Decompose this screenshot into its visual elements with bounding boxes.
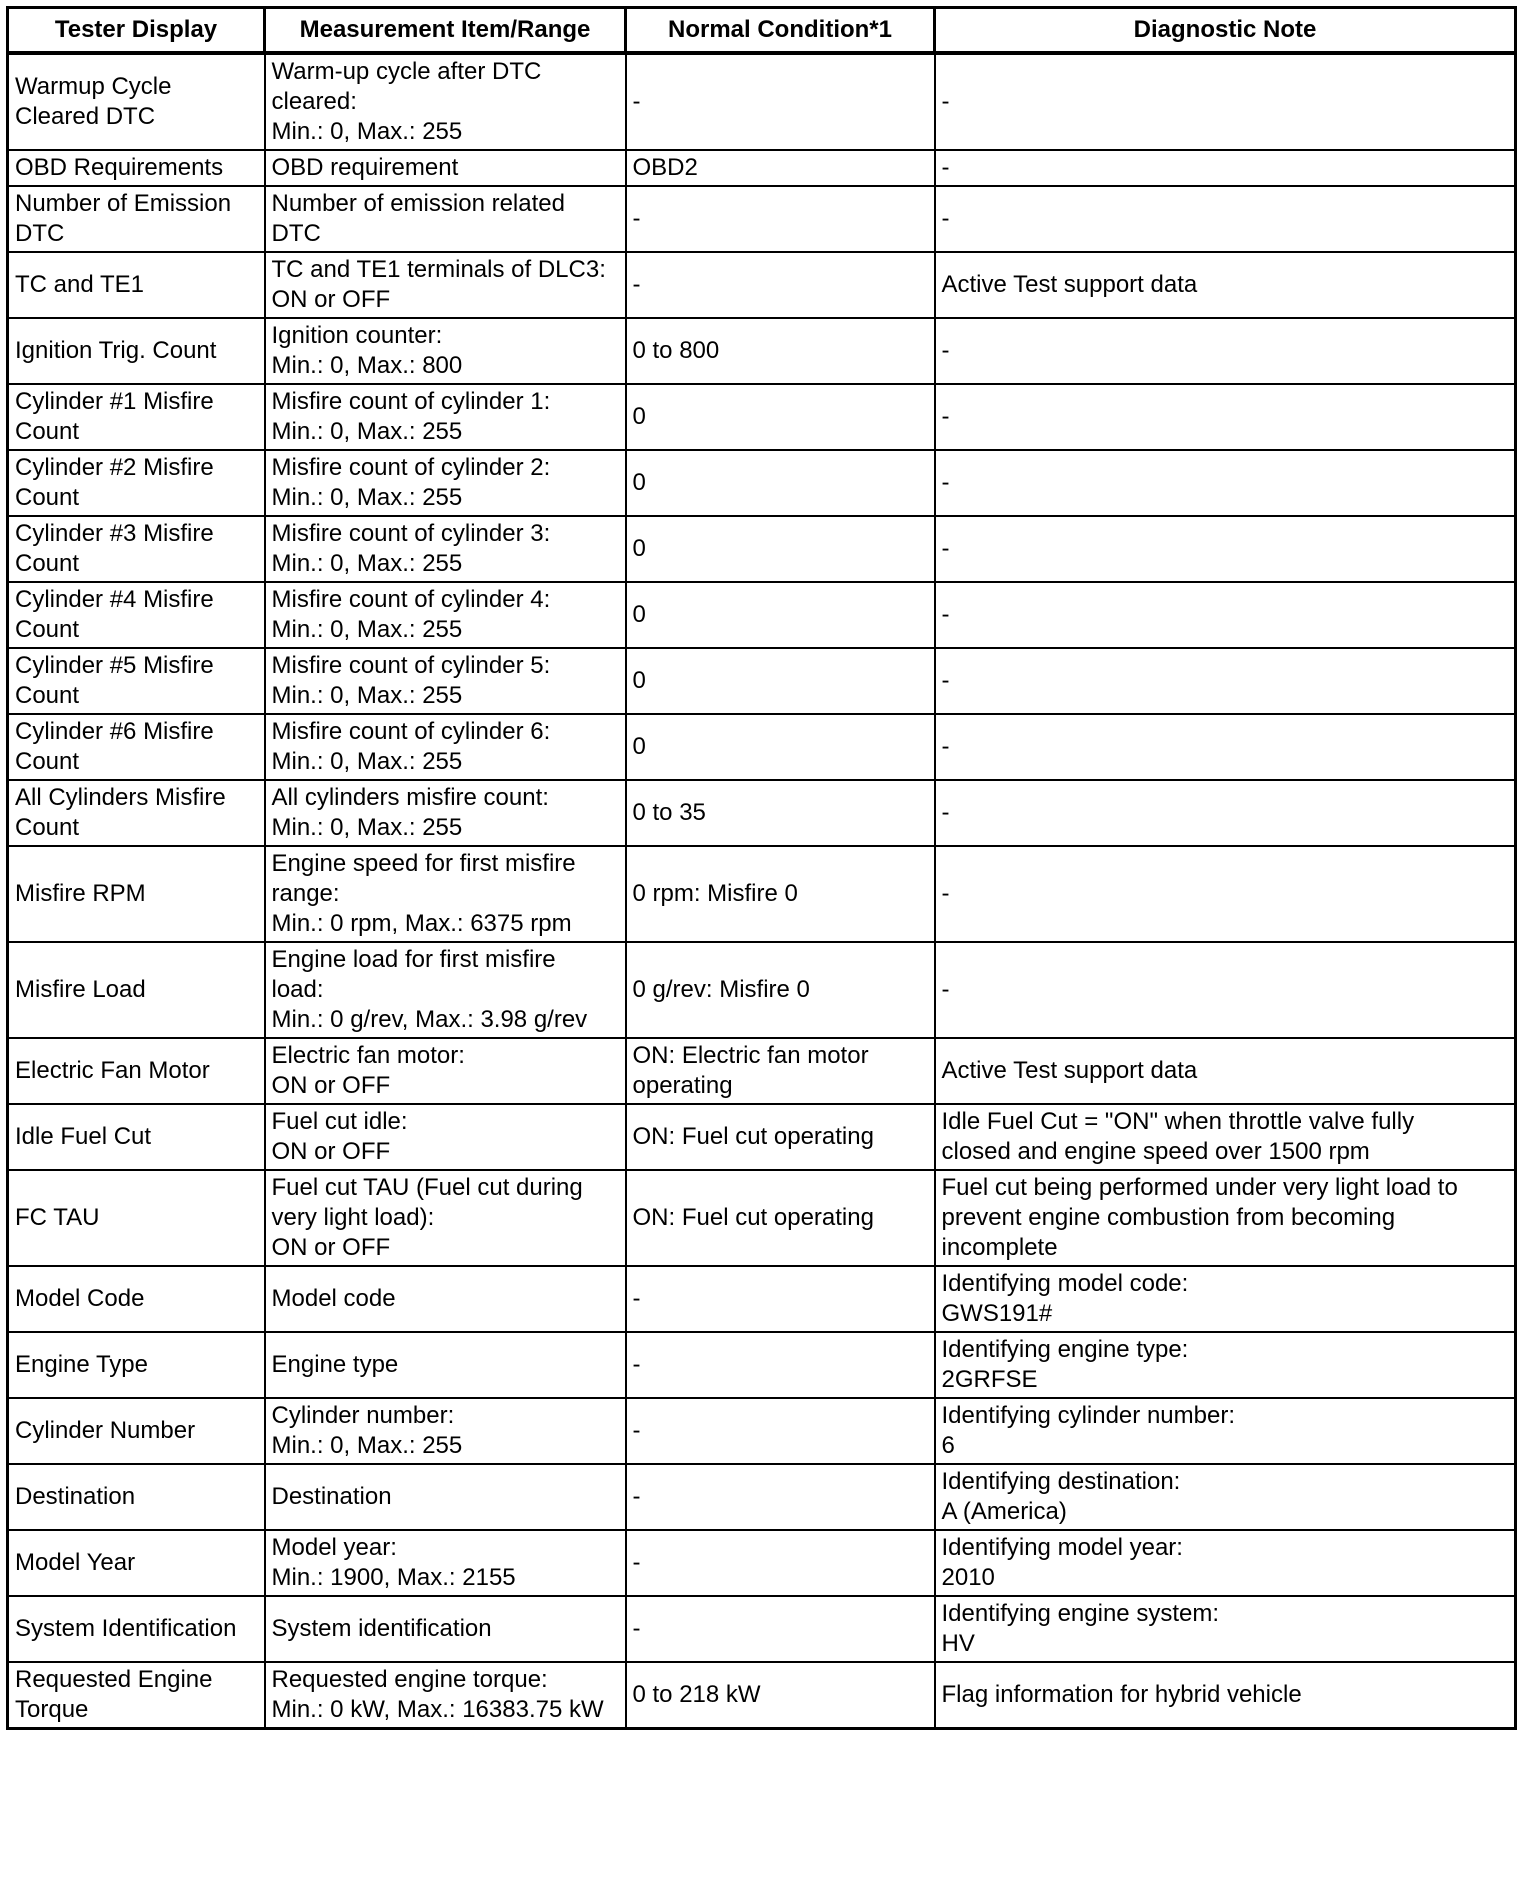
cell-normal-condition: 0 <box>626 450 935 516</box>
table-row <box>8 780 1516 846</box>
cell-tester-display: Cylinder #3 Misfire Count <box>8 516 265 582</box>
cell-diagnostic-note: Idle Fuel Cut = "ON" when throttle valve fully closed and engine speed over 1500 rpm <box>935 1104 1516 1170</box>
table-row <box>8 714 1516 780</box>
cell-diagnostic-note: Fuel cut being performed under very light load to prevent engine combustion from becoming incomplete <box>935 1170 1516 1266</box>
cell-measurement-item: Number of emission related DTC <box>265 186 626 252</box>
cell-normal-condition: - <box>626 186 935 252</box>
cell-measurement-item: System identification <box>265 1596 626 1662</box>
cell-normal-condition: 0 <box>626 384 935 450</box>
cell-tester-display: Requested Engine Torque <box>8 1662 265 1729</box>
cell-normal-condition: 0 to 800 <box>626 318 935 384</box>
cell-normal-condition: - <box>626 252 935 318</box>
cell-tester-display: System Identification <box>8 1596 265 1662</box>
table-row <box>8 1662 1516 1729</box>
cell-tester-display: Destination <box>8 1464 265 1530</box>
cell-measurement-item: Destination <box>265 1464 626 1530</box>
cell-normal-condition: 0 <box>626 582 935 648</box>
table-row <box>8 1596 1516 1662</box>
table-row <box>8 1464 1516 1530</box>
cell-tester-display: Misfire RPM <box>8 846 265 942</box>
table-row <box>8 1530 1516 1596</box>
cell-diagnostic-note: Identifying destination: A (America) <box>935 1464 1516 1530</box>
cell-diagnostic-note: - <box>935 780 1516 846</box>
cell-normal-condition: ON: Fuel cut operating <box>626 1170 935 1266</box>
cell-normal-condition: - <box>626 1266 935 1332</box>
cell-normal-condition: - <box>626 1596 935 1662</box>
table-row <box>8 252 1516 318</box>
cell-tester-display: Model Year <box>8 1530 265 1596</box>
document-page <box>6 6 1514 1876</box>
cell-normal-condition: 0 to 35 <box>626 780 935 846</box>
cell-tester-display: Electric Fan Motor <box>8 1038 265 1104</box>
cell-tester-display: Idle Fuel Cut <box>8 1104 265 1170</box>
table-row <box>8 1332 1516 1398</box>
cell-normal-condition: - <box>626 1530 935 1596</box>
table-row <box>8 1266 1516 1332</box>
cell-measurement-item: Cylinder number: Min.: 0, Max.: 255 <box>265 1398 626 1464</box>
cell-diagnostic-note: - <box>935 384 1516 450</box>
cell-diagnostic-note: - <box>935 516 1516 582</box>
cell-measurement-item: Fuel cut TAU (Fuel cut during very light load): ON or OFF <box>265 1170 626 1266</box>
table-row <box>8 384 1516 450</box>
cell-diagnostic-note: Flag information for hybrid vehicle <box>935 1662 1516 1729</box>
cell-diagnostic-note: - <box>935 942 1516 1038</box>
table-row <box>8 150 1516 186</box>
cell-normal-condition: 0 to 218 kW <box>626 1662 935 1729</box>
table-row <box>8 1170 1516 1266</box>
cell-normal-condition: 0 <box>626 648 935 714</box>
cell-measurement-item: Misfire count of cylinder 3: Min.: 0, Max.: 255 <box>265 516 626 582</box>
cell-tester-display: Model Code <box>8 1266 265 1332</box>
cell-tester-display: Cylinder #1 Misfire Count <box>8 384 265 450</box>
cell-measurement-item: Warm-up cycle after DTC cleared: Min.: 0, Max.: 255 <box>265 53 626 150</box>
cell-diagnostic-note: - <box>935 186 1516 252</box>
cell-measurement-item: Misfire count of cylinder 4: Min.: 0, Max.: 255 <box>265 582 626 648</box>
header-measurement-item: Measurement Item/Range <box>265 8 626 54</box>
cell-diagnostic-note: Identifying engine system: HV <box>935 1596 1516 1662</box>
table-row <box>8 186 1516 252</box>
cell-diagnostic-note: - <box>935 714 1516 780</box>
cell-normal-condition: 0 g/rev: Misfire 0 <box>626 942 935 1038</box>
cell-tester-display: TC and TE1 <box>8 252 265 318</box>
cell-diagnostic-note: Identifying cylinder number: 6 <box>935 1398 1516 1464</box>
cell-measurement-item: Electric fan motor: ON or OFF <box>265 1038 626 1104</box>
header-normal-condition: Normal Condition*1 <box>626 8 935 54</box>
cell-normal-condition: 0 <box>626 516 935 582</box>
cell-tester-display: FC TAU <box>8 1170 265 1266</box>
cell-diagnostic-note: Identifying model year: 2010 <box>935 1530 1516 1596</box>
cell-measurement-item: Misfire count of cylinder 6: Min.: 0, Max.: 255 <box>265 714 626 780</box>
cell-tester-display: Warmup Cycle Cleared DTC <box>8 53 265 150</box>
cell-measurement-item: TC and TE1 terminals of DLC3: ON or OFF <box>265 252 626 318</box>
cell-diagnostic-note: - <box>935 318 1516 384</box>
table-row <box>8 318 1516 384</box>
cell-tester-display: Misfire Load <box>8 942 265 1038</box>
cell-measurement-item: Model year: Min.: 1900, Max.: 2155 <box>265 1530 626 1596</box>
cell-tester-display: Ignition Trig. Count <box>8 318 265 384</box>
cell-normal-condition: - <box>626 1464 935 1530</box>
cell-diagnostic-note: Active Test support data <box>935 1038 1516 1104</box>
cell-normal-condition: ON: Fuel cut operating <box>626 1104 935 1170</box>
cell-measurement-item: OBD requirement <box>265 150 626 186</box>
table-body <box>8 53 1516 1729</box>
table-row <box>8 1038 1516 1104</box>
cell-tester-display: Cylinder #4 Misfire Count <box>8 582 265 648</box>
cell-diagnostic-note: - <box>935 582 1516 648</box>
cell-diagnostic-note: - <box>935 648 1516 714</box>
cell-measurement-item: Misfire count of cylinder 2: Min.: 0, Max.: 255 <box>265 450 626 516</box>
cell-tester-display: Cylinder #5 Misfire Count <box>8 648 265 714</box>
cell-normal-condition: - <box>626 1332 935 1398</box>
cell-measurement-item: Misfire count of cylinder 1: Min.: 0, Max.: 255 <box>265 384 626 450</box>
cell-measurement-item: Ignition counter: Min.: 0, Max.: 800 <box>265 318 626 384</box>
header-diagnostic-note: Diagnostic Note <box>935 8 1516 54</box>
cell-tester-display: All Cylinders Misfire Count <box>8 780 265 846</box>
cell-diagnostic-note: Identifying model code: GWS191# <box>935 1266 1516 1332</box>
cell-tester-display: Cylinder Number <box>8 1398 265 1464</box>
cell-normal-condition: 0 <box>626 714 935 780</box>
cell-tester-display: Cylinder #6 Misfire Count <box>8 714 265 780</box>
cell-tester-display: Number of Emission DTC <box>8 186 265 252</box>
table-row <box>8 53 1516 150</box>
cell-measurement-item: Model code <box>265 1266 626 1332</box>
cell-tester-display: Engine Type <box>8 1332 265 1398</box>
cell-normal-condition: - <box>626 53 935 150</box>
table-row <box>8 516 1516 582</box>
cell-diagnostic-note: Active Test support data <box>935 252 1516 318</box>
table-row <box>8 582 1516 648</box>
cell-diagnostic-note: Identifying engine type: 2GRFSE <box>935 1332 1516 1398</box>
table-row <box>8 648 1516 714</box>
cell-measurement-item: Engine load for first misfire load: Min.: 0 g/rev, Max.: 3.98 g/rev <box>265 942 626 1038</box>
table-row <box>8 1104 1516 1170</box>
cell-normal-condition: 0 rpm: Misfire 0 <box>626 846 935 942</box>
table-row <box>8 942 1516 1038</box>
table-row <box>8 846 1516 942</box>
cell-normal-condition: - <box>626 1398 935 1464</box>
header-tester-display: Tester Display <box>8 8 265 54</box>
cell-measurement-item: Misfire count of cylinder 5: Min.: 0, Max.: 255 <box>265 648 626 714</box>
cell-diagnostic-note: - <box>935 150 1516 186</box>
cell-diagnostic-note: - <box>935 450 1516 516</box>
cell-measurement-item: Engine speed for first misfire range: Min.: 0 rpm, Max.: 6375 rpm <box>265 846 626 942</box>
header-row <box>8 8 1516 54</box>
cell-measurement-item: All cylinders misfire count: Min.: 0, Max.: 255 <box>265 780 626 846</box>
cell-normal-condition: ON: Electric fan motor operating <box>626 1038 935 1104</box>
table-row <box>8 1398 1516 1464</box>
cell-diagnostic-note: - <box>935 53 1516 150</box>
cell-normal-condition: OBD2 <box>626 150 935 186</box>
table-row <box>8 450 1516 516</box>
data-list-table <box>6 6 1517 1730</box>
cell-measurement-item: Requested engine torque: Min.: 0 kW, Max.: 16383.75 kW <box>265 1662 626 1729</box>
cell-tester-display: Cylinder #2 Misfire Count <box>8 450 265 516</box>
cell-tester-display: OBD Requirements <box>8 150 265 186</box>
cell-measurement-item: Engine type <box>265 1332 626 1398</box>
cell-diagnostic-note: - <box>935 846 1516 942</box>
cell-measurement-item: Fuel cut idle: ON or OFF <box>265 1104 626 1170</box>
